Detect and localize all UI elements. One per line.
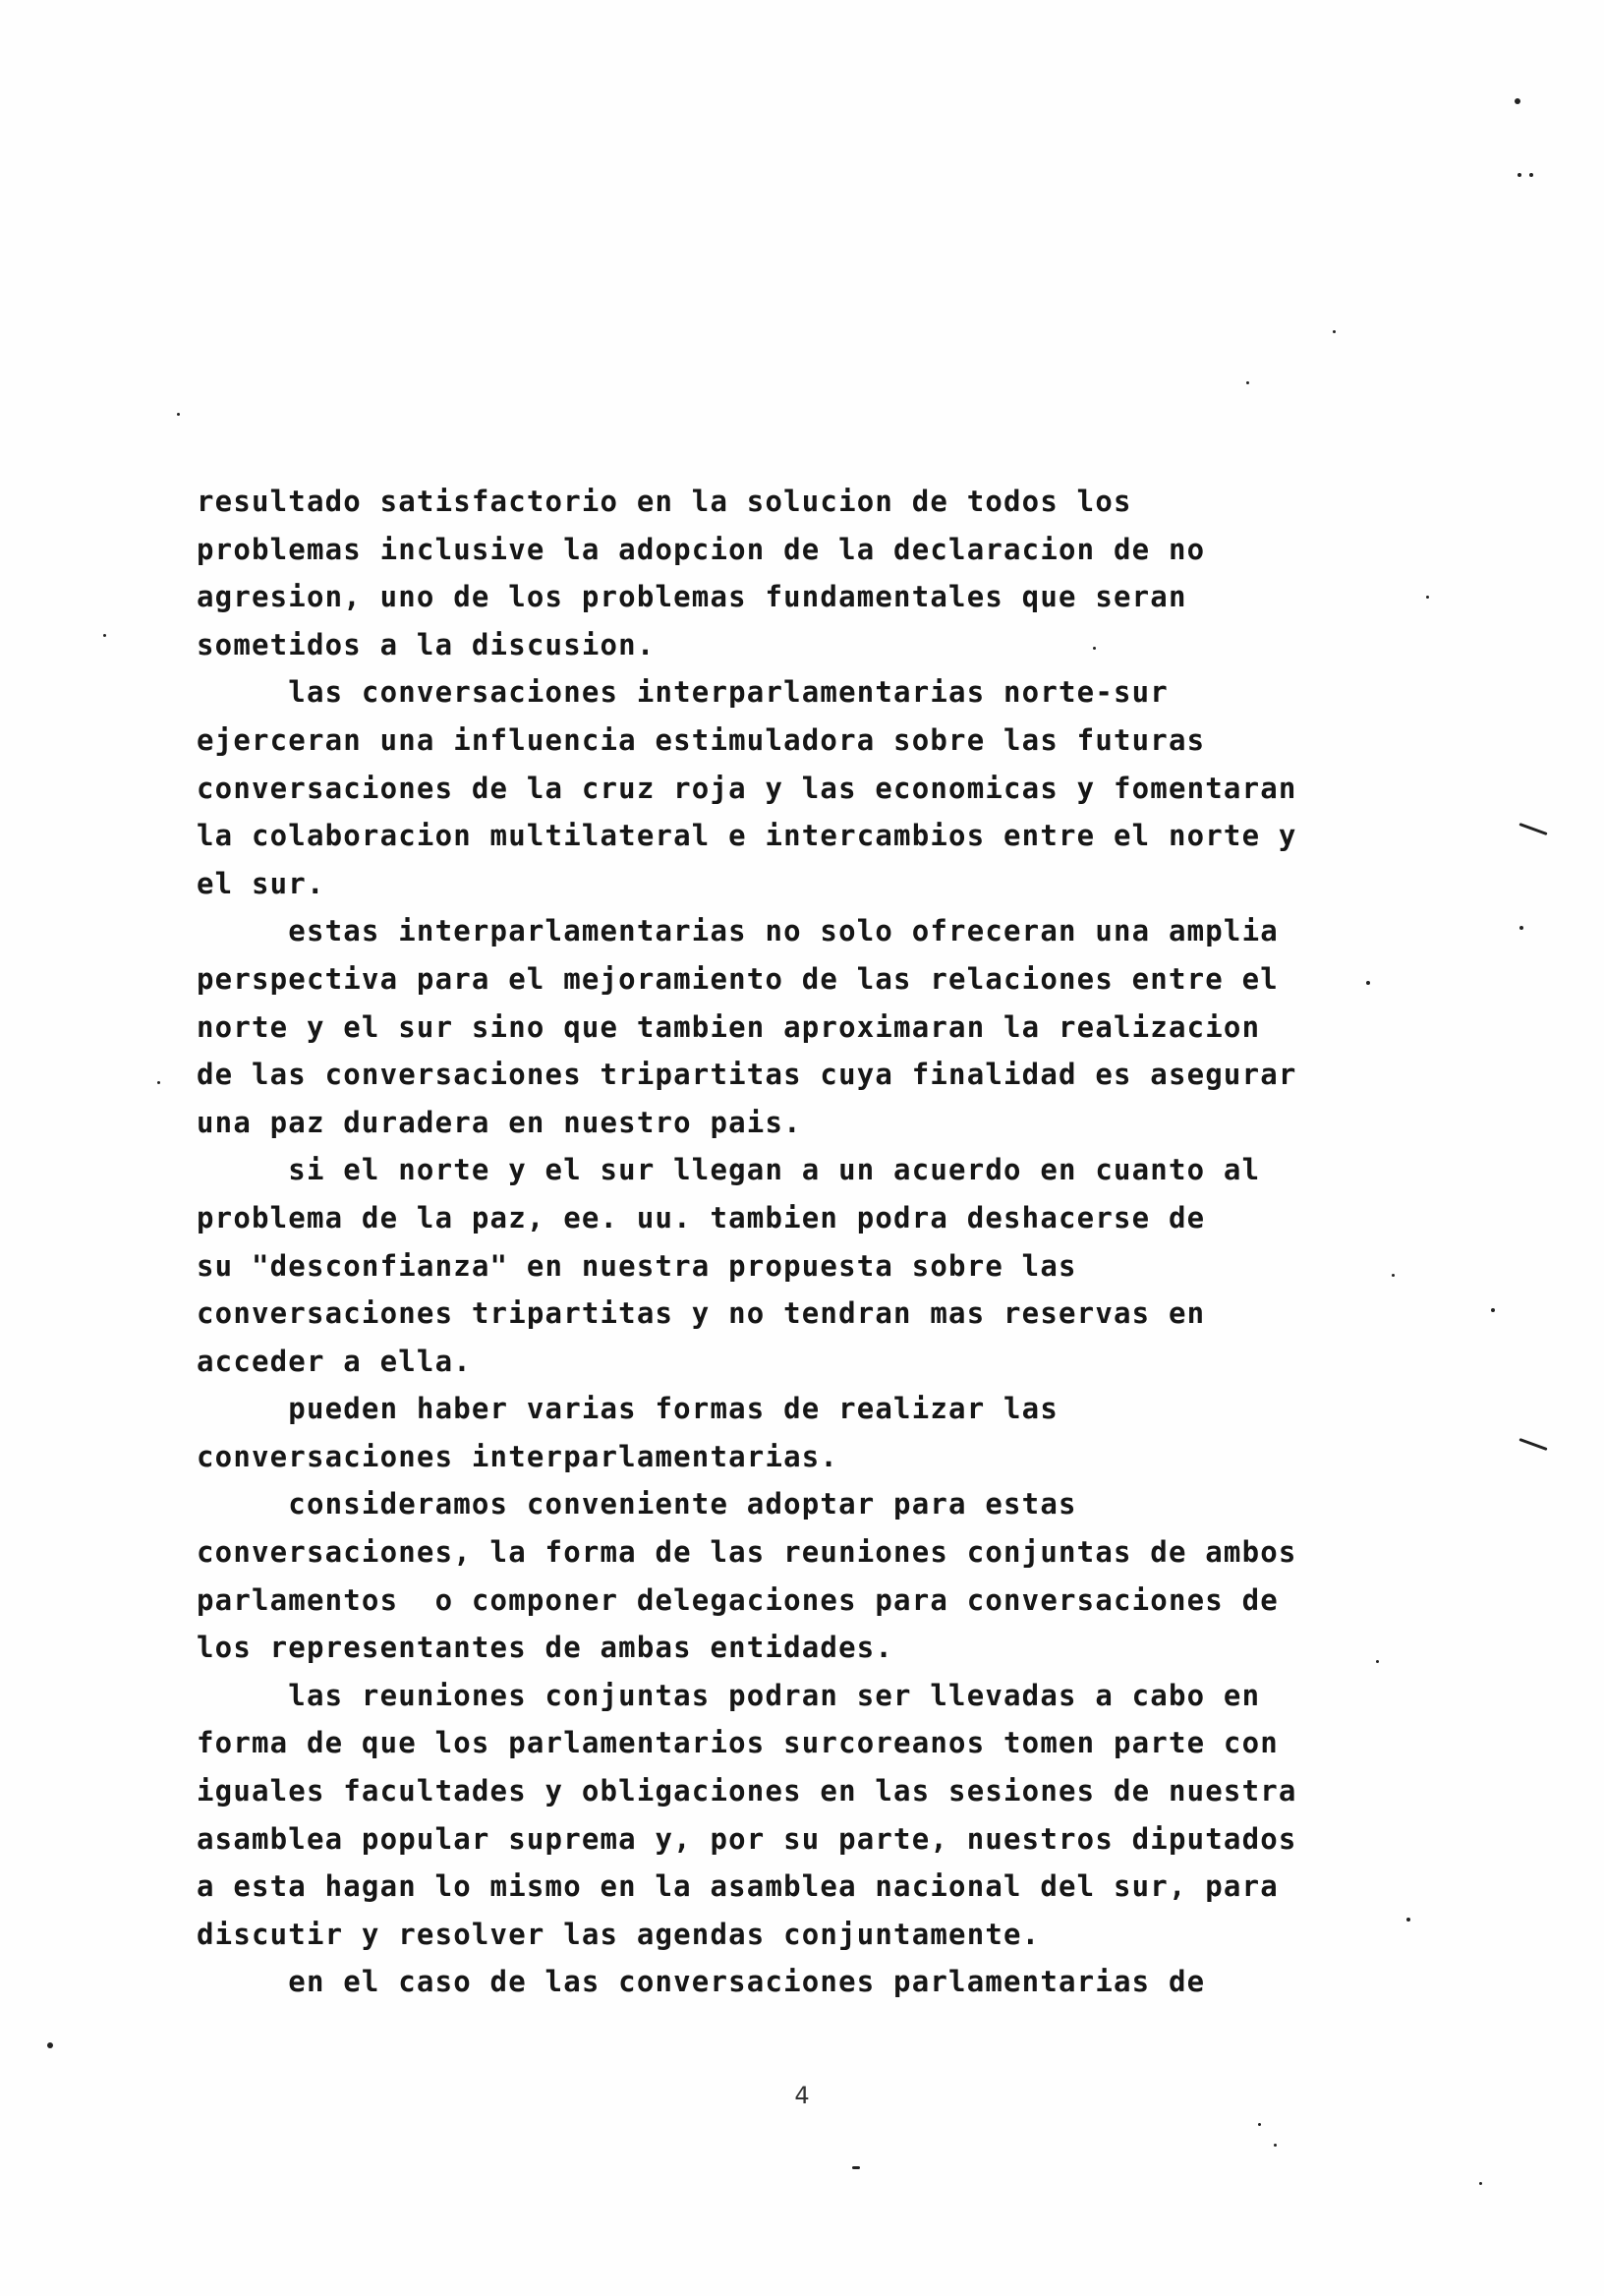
scan-speck — [1258, 2123, 1261, 2126]
text-line: su "desconfianza" en nuestra propuesta sobre las — [197, 1248, 1077, 1283]
scan-speck — [1366, 981, 1370, 985]
text-line: la colaboracion multilateral e intercambios entre el norte y — [197, 819, 1297, 853]
scan-speck — [1491, 1308, 1495, 1312]
scan-mark — [1518, 823, 1547, 835]
scan-speck — [177, 413, 180, 416]
text-line: en el caso de las conversaciones parlamentarias de — [197, 1965, 1206, 1999]
scan-speck — [1519, 926, 1523, 930]
body-text — [197, 478, 1415, 2006]
scan-speck — [1426, 596, 1429, 599]
scan-speck — [1376, 1660, 1379, 1663]
scan-speck — [1392, 1274, 1395, 1277]
scan-speck — [1479, 2182, 1482, 2185]
scan-speck — [103, 634, 106, 637]
text-line: iguales facultades y obligaciones en las sesiones de nuestra — [197, 1774, 1297, 1808]
text-line: conversaciones, la forma de las reuniones conjuntas de ambos — [197, 1535, 1297, 1570]
scan-speck — [1406, 1918, 1410, 1922]
scan-speck — [1274, 2144, 1277, 2147]
scan-speck — [1093, 647, 1096, 650]
text-line: una paz duradera en nuestro pais. — [197, 1105, 802, 1139]
text-line: consideramos conveniente adoptar para estas — [197, 1487, 1077, 1521]
text-line: pueden haber varias formas de realizar las — [197, 1392, 1059, 1426]
text-line: de las conversaciones tripartitas cuya finalidad es asegurar — [197, 1058, 1297, 1092]
text-line: conversaciones tripartitas y no tendran mas reservas en — [197, 1296, 1206, 1331]
scan-speck — [1333, 330, 1336, 333]
text-line: los representantes de ambas entidades. — [197, 1631, 894, 1665]
text-line: si el norte y el sur llegan a un acuerdo en cuanto al — [197, 1153, 1261, 1187]
scan-speck — [1518, 173, 1521, 177]
text-line: las conversaciones interparlamentarias norte-sur — [197, 675, 1169, 710]
text-line: el sur. — [197, 866, 325, 900]
scan-mark — [852, 2166, 860, 2169]
text-line: asamblea popular suprema y, por su parte, nuestros diputados — [197, 1821, 1297, 1856]
text-line: agresion, uno de los problemas fundamentales que seran — [197, 580, 1187, 614]
text-line: acceder a ella. — [197, 1344, 472, 1378]
scan-speck — [157, 1081, 160, 1084]
text-line: resultado satisfactorio en la solucion de todos los — [197, 485, 1132, 518]
text-line: discutir y resolver las agendas conjuntamente. — [197, 1917, 1041, 1951]
scan-speck — [1515, 98, 1520, 104]
text-line: las reuniones conjuntas podran ser llevadas a cabo en — [197, 1678, 1261, 1712]
text-line: perspectiva para el mejoramiento de las relaciones entre el — [197, 961, 1279, 996]
text-line: norte y el sur sino que tambien aproximaran la realizacion — [197, 1009, 1261, 1044]
text-line: conversaciones interparlamentarias. — [197, 1439, 839, 1473]
text-line: a esta hagan lo mismo en la asamblea nacional del sur, para — [197, 1869, 1279, 1904]
text-line: problema de la paz, ee. uu. tambien podra deshacerse de — [197, 1200, 1206, 1234]
text-line: ejerceran una influencia estimuladora sobre las futuras — [197, 722, 1206, 757]
text-line: problemas inclusive la adopcion de la declaracion de no — [197, 532, 1206, 566]
page-number: 4 — [794, 2082, 810, 2109]
scan-mark — [1518, 1438, 1547, 1451]
text-line: conversaciones de la cruz roja y las economicas y fomentaran — [197, 771, 1297, 805]
scan-speck — [47, 2042, 53, 2048]
scan-speck — [1529, 173, 1533, 177]
text-line: estas interparlamentarias no solo ofreceran una amplia — [197, 914, 1279, 948]
text-line: sometidos a la discusion. — [197, 627, 656, 661]
scan-speck — [1246, 381, 1249, 384]
text-line: forma de que los parlamentarios surcoreanos tomen parte con — [197, 1726, 1279, 1760]
text-line: parlamentos o componer delegaciones para conversaciones de — [197, 1582, 1279, 1617]
